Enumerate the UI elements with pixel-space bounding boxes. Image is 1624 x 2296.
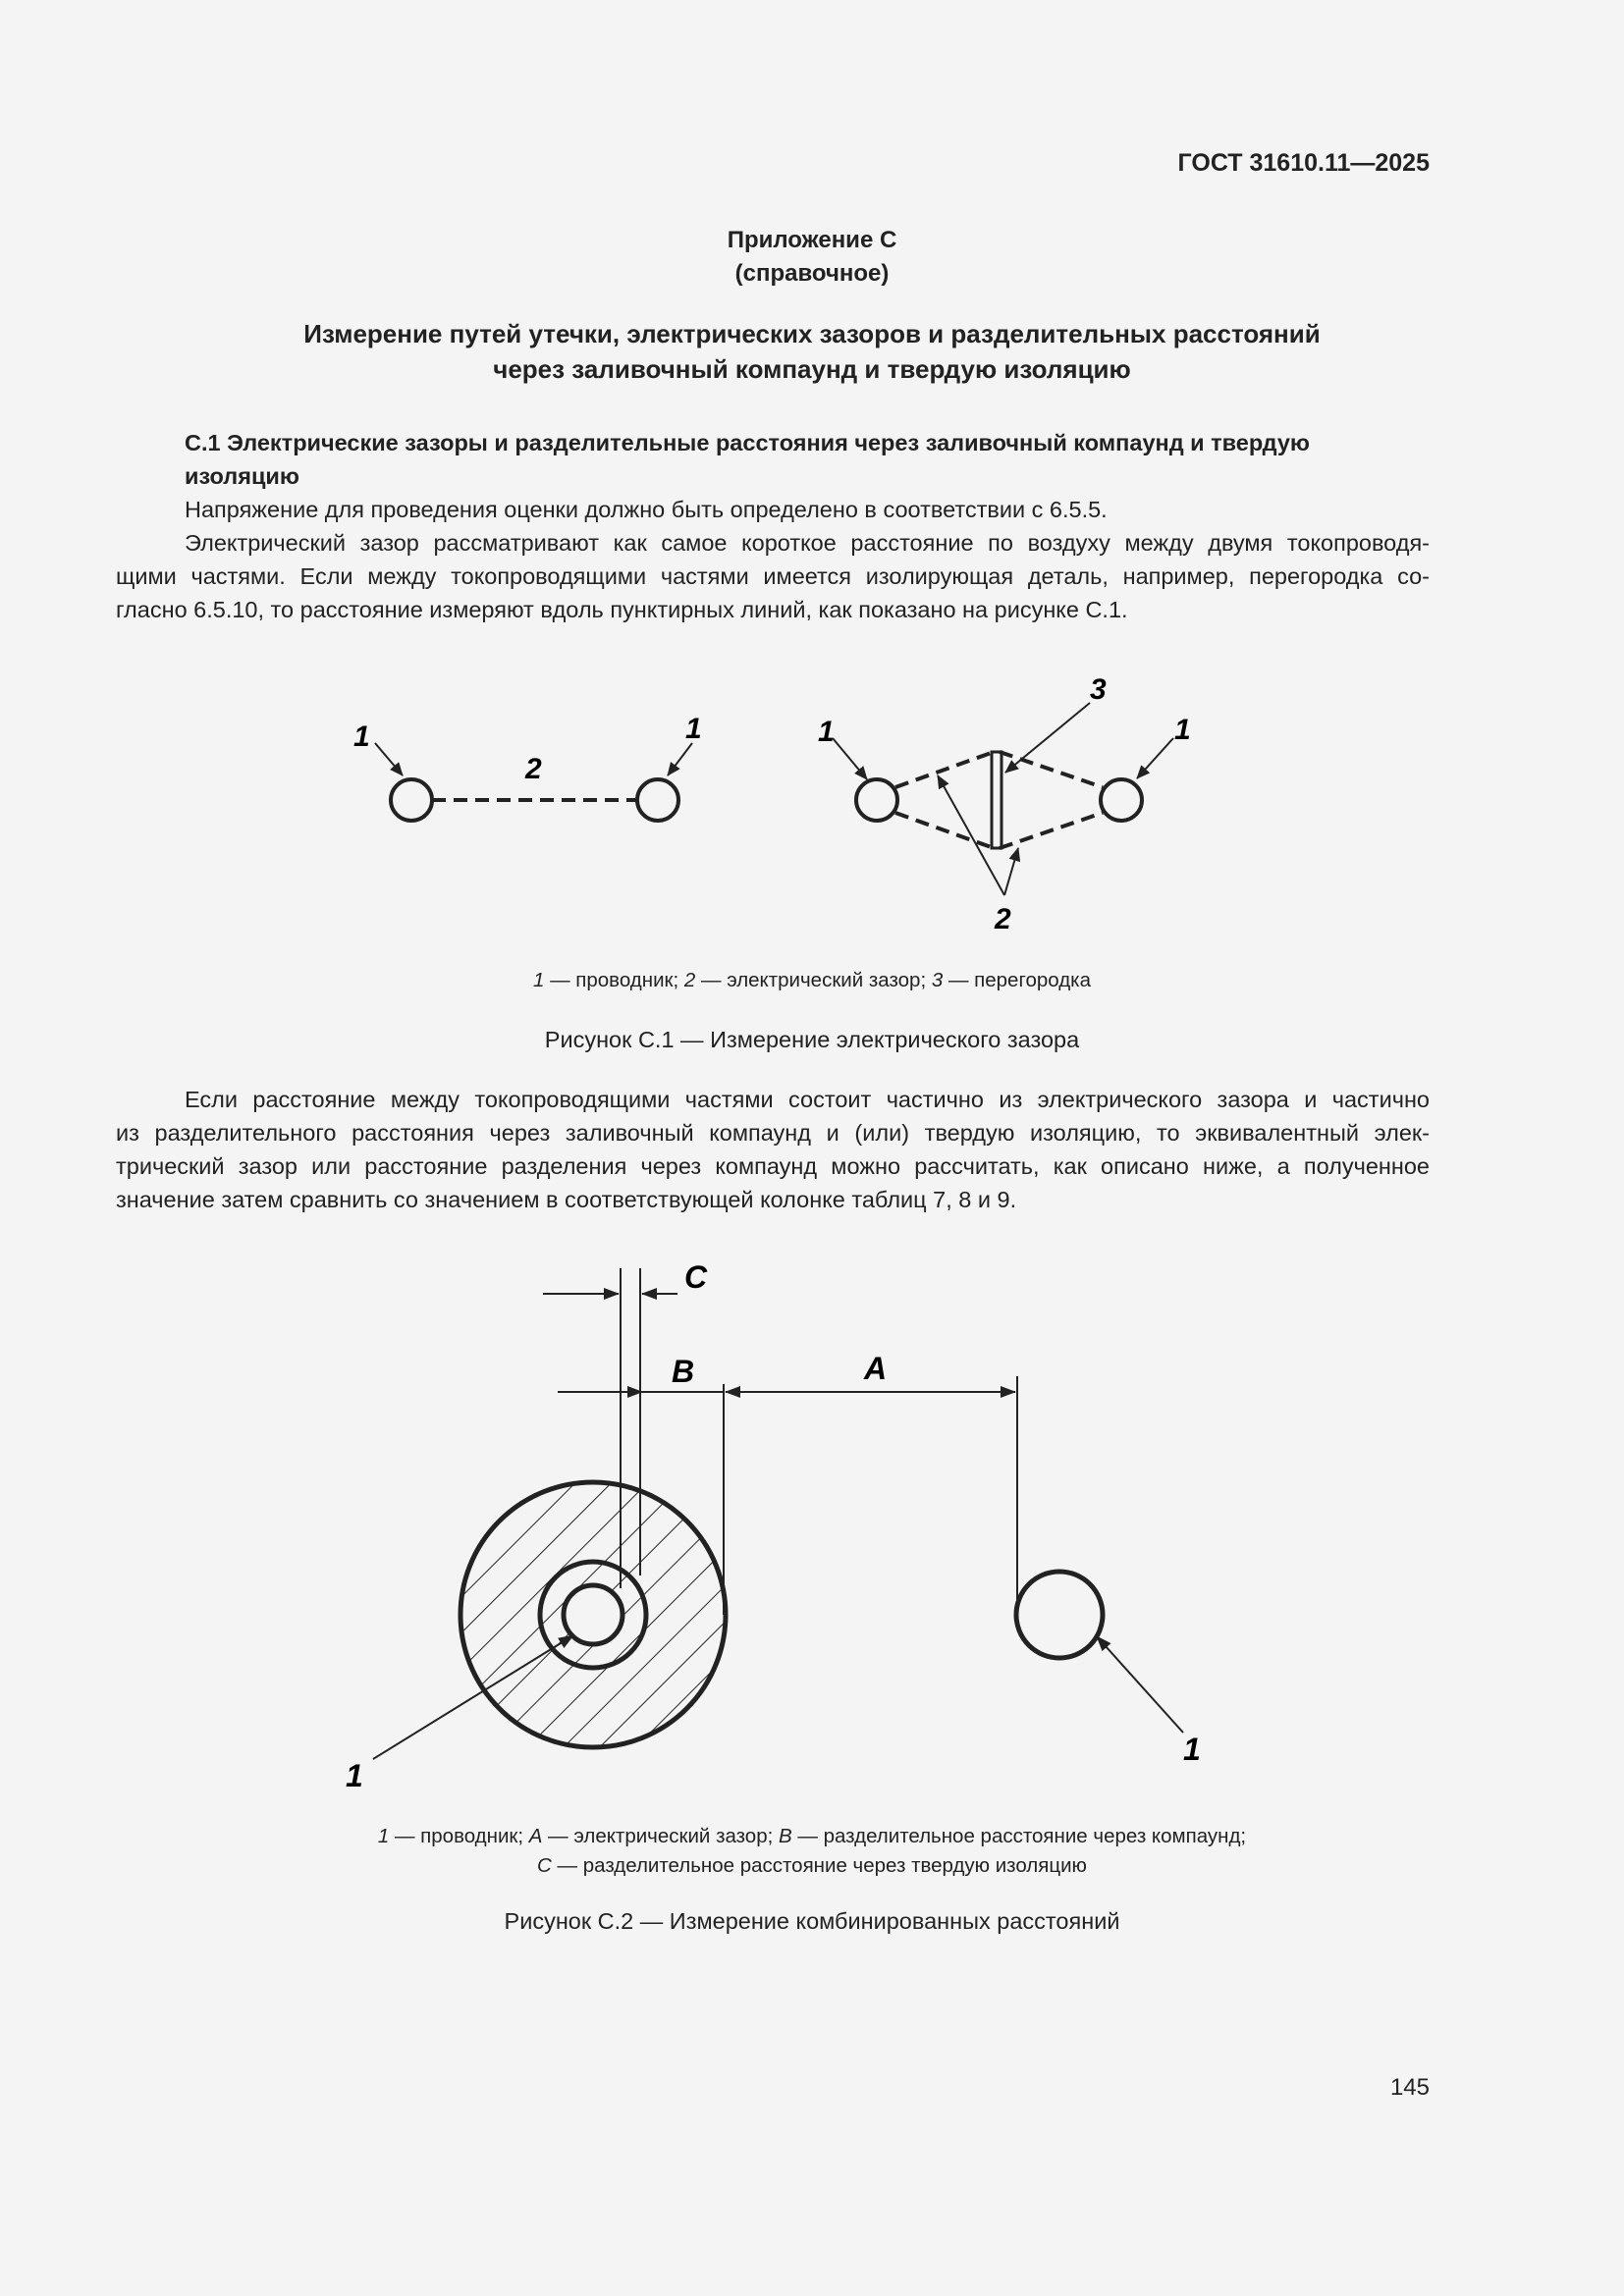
clearance-dashed-line	[1000, 752, 1103, 787]
legend-text: — проводник;	[544, 969, 684, 991]
legend-key: 1	[377, 1825, 390, 1847]
label-leader	[1005, 703, 1090, 773]
main-title-line2: через заливочный компаунд и твердую изоляцию	[493, 354, 1131, 384]
label-leader	[375, 743, 403, 775]
label-leader	[1004, 848, 1018, 895]
legend-text: — электрический зазор;	[695, 969, 932, 991]
label-conductor: 1	[1174, 714, 1191, 746]
figure-c1-diagram	[0, 648, 1624, 962]
document-code: ГОСТ 31610.11—2025	[1177, 149, 1430, 177]
clearance-line2: щими частями. Если между токопроводящими частями имеется изолирующая деталь, например, перегородка со-	[116, 563, 1430, 589]
legend-key: 2	[683, 969, 696, 991]
figure-c2-diagram	[0, 1247, 1624, 1796]
legend-text: — перегородка	[943, 969, 1092, 991]
legend-text: — электрический зазор;	[542, 1825, 780, 1847]
legend-line2	[0, 1851, 1624, 1881]
legend-text: — разделительное расстояние через компаунд;	[791, 1825, 1247, 1847]
conductor-right-b	[1101, 779, 1142, 821]
legend-text: — проводник;	[389, 1825, 529, 1847]
combined-line1: Если расстояние между токопроводящими частями состоит частично из электрического зазора и частично	[185, 1087, 1430, 1112]
figure-c2-caption: Рисунок С.2 — Измерение комбинированных расстояний	[504, 1908, 1120, 1934]
section-c1-text	[116, 493, 1430, 626]
section-heading-line2: изоляцию	[185, 463, 299, 489]
section-heading-line1: С.1 Электрические зазоры и разделительные расстояния через заливочный компаунд и твердую	[185, 430, 1310, 455]
label-conductor: 1	[685, 713, 702, 745]
annex-main-title	[0, 316, 1624, 387]
page-number: 145	[1389, 2074, 1430, 2101]
legend-key: A	[528, 1825, 543, 1847]
label-conductor: 1	[818, 716, 835, 748]
label-conductor: 1	[346, 1758, 363, 1793]
label-clearance: 2	[995, 903, 1011, 935]
label-conductor: 1	[353, 721, 370, 753]
annex-status: (справочное)	[734, 260, 890, 287]
paragraph-clearance	[116, 526, 1430, 626]
conductor-left-b	[637, 779, 678, 821]
figure-c1-legend	[0, 966, 1624, 995]
label-leader	[1137, 738, 1173, 778]
conductor-bare	[1016, 1572, 1103, 1658]
clearance-dashed-line	[895, 813, 994, 848]
label-b: B	[672, 1354, 695, 1389]
combined-line2: из разделительного расстояния через заливочный компаунд и (или) твердую изоляцию, то эквивалентный элек-	[116, 1120, 1430, 1146]
label-leader	[1097, 1636, 1183, 1733]
clearance-dashed-line	[1000, 813, 1103, 848]
label-leader	[833, 738, 867, 779]
legend-line1	[0, 1822, 1624, 1851]
label-conductor: 1	[1183, 1732, 1201, 1767]
clearance-line1: Электрический зазор рассматривают как самое короткое расстояние по воздуху между двумя токопроводя-	[185, 530, 1430, 556]
legend-key: B	[779, 1825, 792, 1847]
conductor-left-a	[391, 779, 432, 821]
label-a: A	[864, 1351, 888, 1386]
label-c: C	[684, 1259, 708, 1295]
legend-key: C	[537, 1854, 552, 1877]
combined-line4: значение затем сравнить со значением в соответствующей колонке таблиц 7, 8 и 9.	[116, 1187, 1017, 1212]
legend-text: — разделительное расстояние через твердую изоляцию	[551, 1854, 1087, 1877]
annex-label: Приложение С	[727, 227, 897, 253]
partition	[992, 752, 1001, 848]
label-partition: 3	[1090, 673, 1107, 706]
annex-title	[0, 224, 1624, 291]
figure-c1-caption: Рисунок С.1 — Измерение электрического зазора	[544, 1027, 1080, 1052]
clearance-line3: гласно 6.5.10, то расстояние измеряют вдоль пунктирных линий, как показано на рисунке С.1.	[116, 597, 1128, 622]
legend-key: 3	[931, 969, 944, 991]
legend-key: 1	[532, 969, 545, 991]
clearance-dashed-line	[895, 752, 994, 787]
figure-c2-legend	[0, 1822, 1624, 1881]
combined-line3: трический зазор или расстояние разделения через компаунд можно рассчитать, как описано ниже, а полученное	[116, 1153, 1430, 1179]
paragraph-voltage: Напряжение для проведения оценки должно быть определено в соответствии с 6.5.5.	[185, 497, 1108, 522]
main-title-line1: Измерение путей утечки, электрических зазоров и разделительных расстояний	[303, 319, 1321, 348]
label-clearance: 2	[525, 753, 542, 785]
paragraph-combined	[116, 1083, 1430, 1216]
section-c1-heading	[185, 426, 1430, 493]
conductor-right-a	[856, 779, 897, 821]
label-leader	[668, 743, 692, 775]
